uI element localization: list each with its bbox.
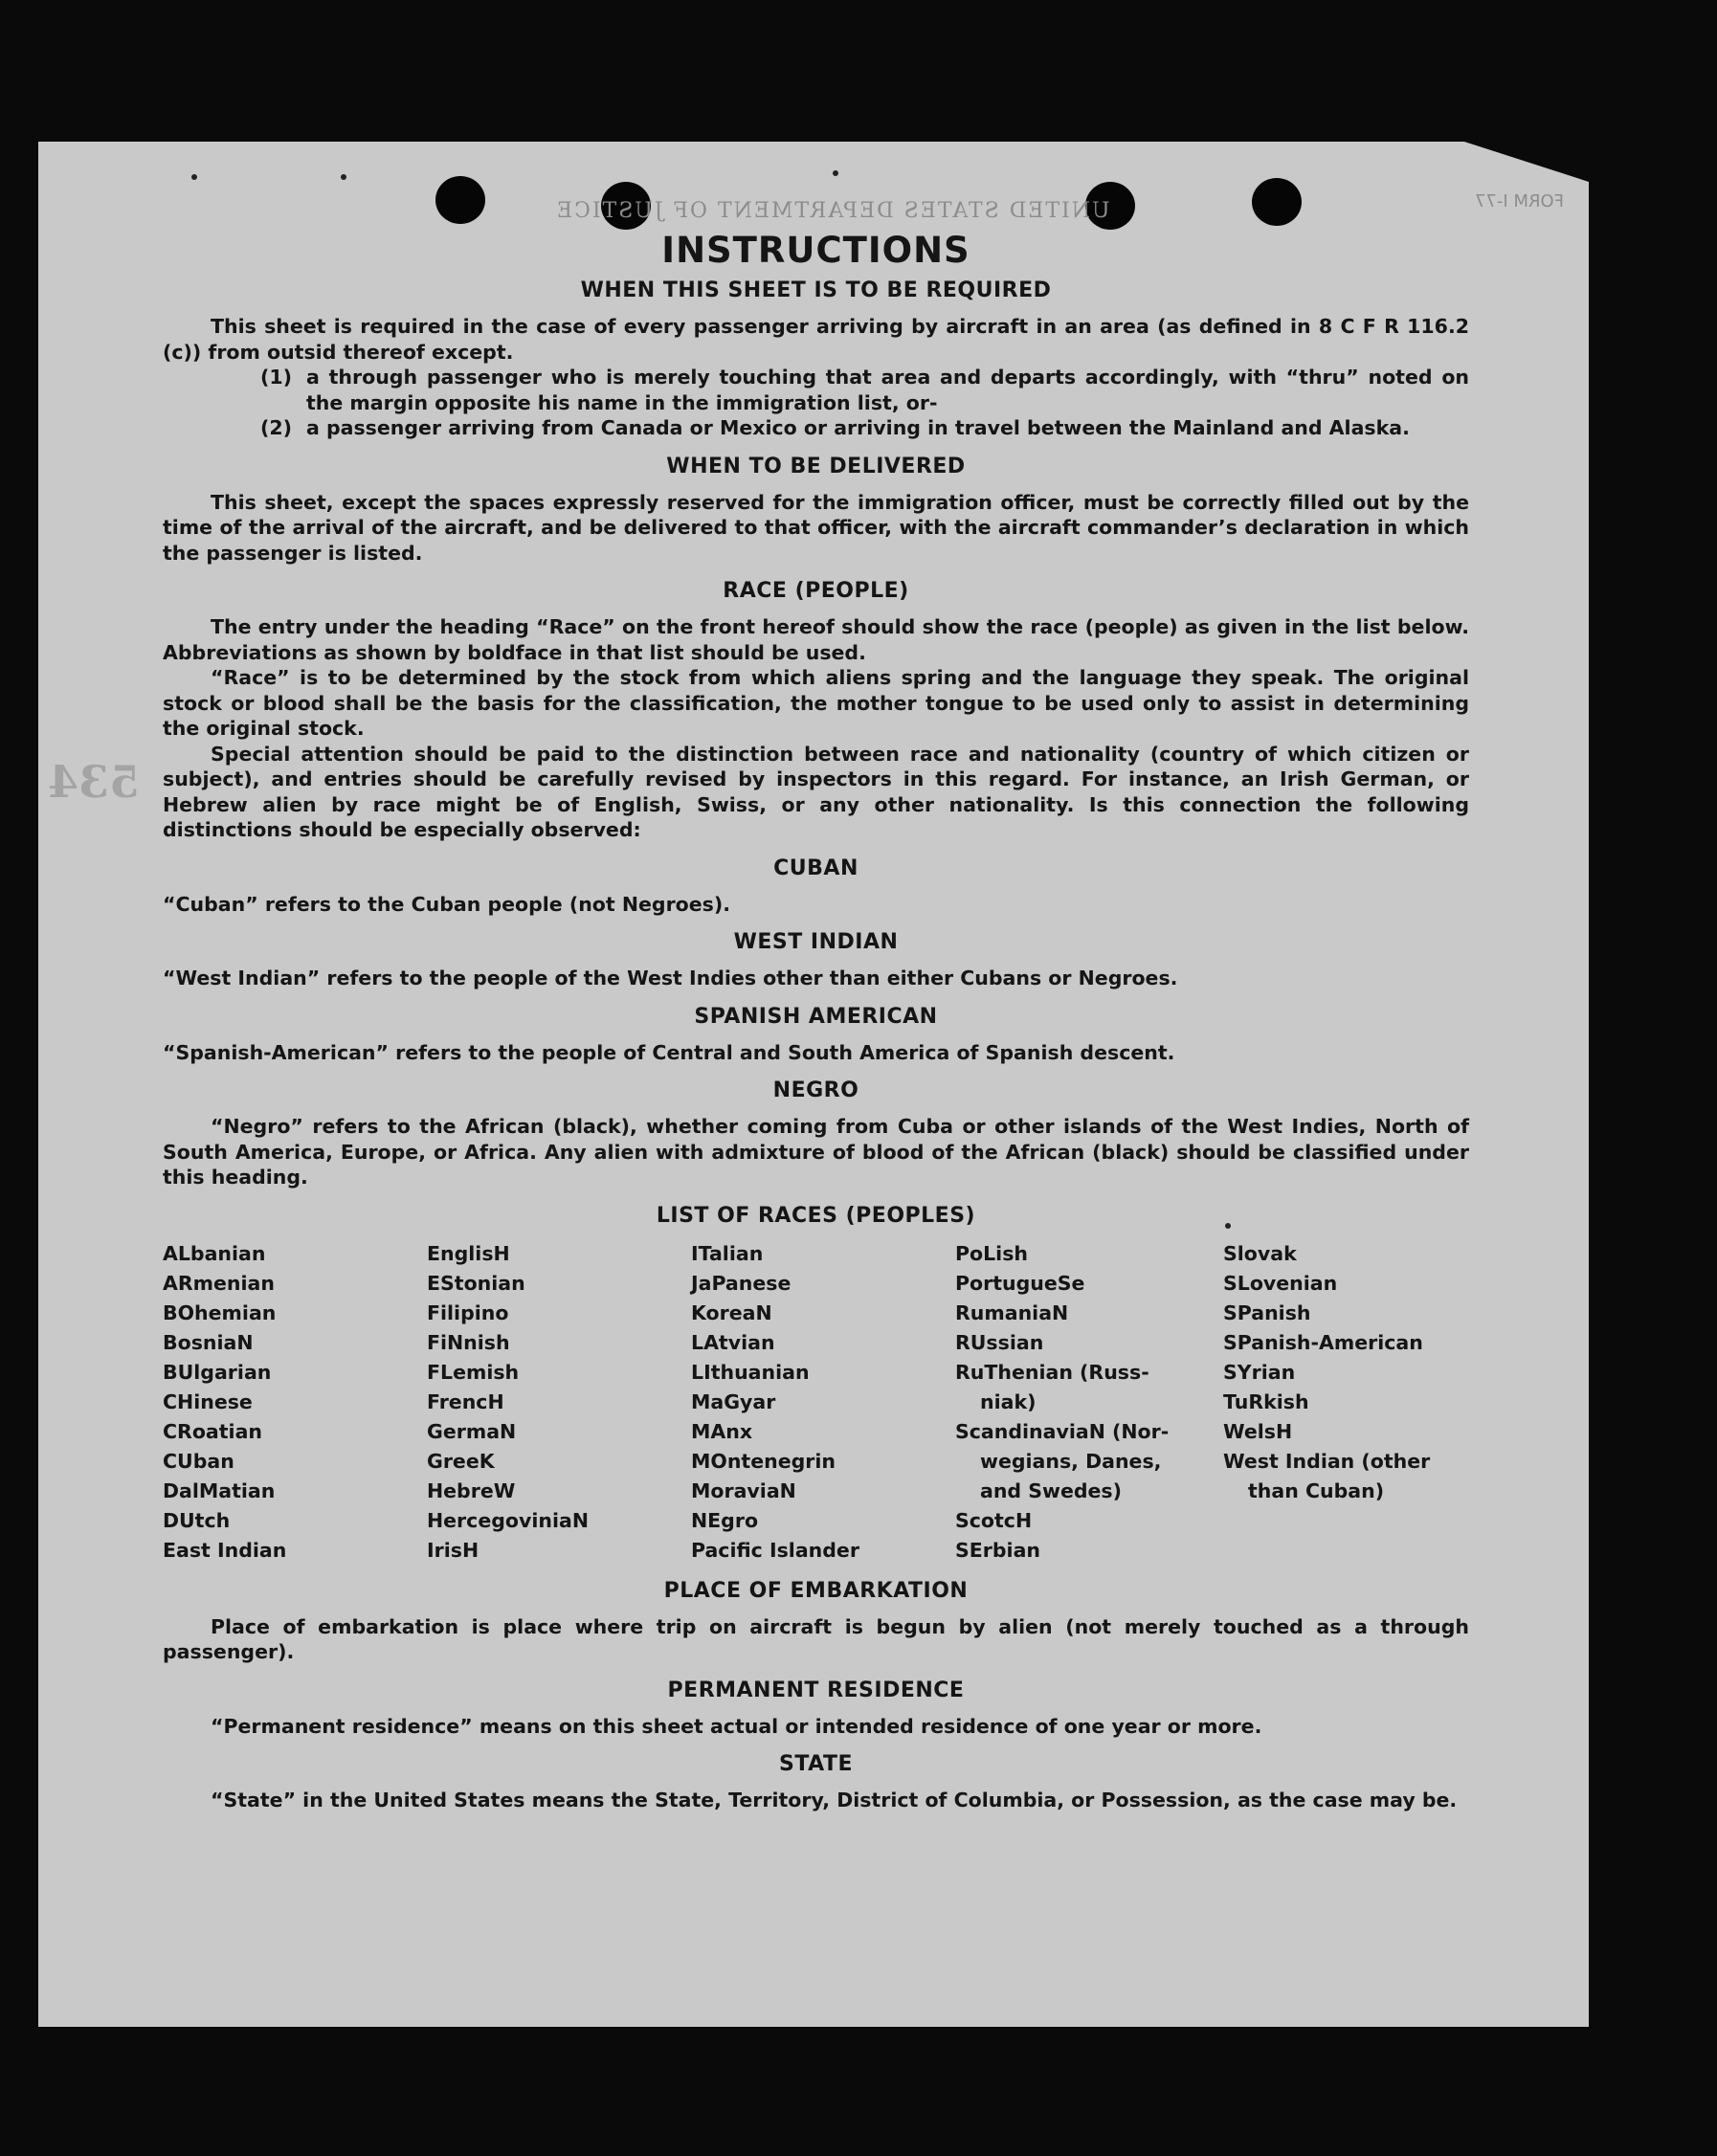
race-entry: TuRkish — [1223, 1389, 1309, 1413]
race-entry: FLemish — [427, 1360, 520, 1384]
state-text: “State” in the United States means the State, Territory, District of Columbia, or Possession, as the case may be. — [211, 1789, 1458, 1811]
race-entry: and Swedes) — [980, 1478, 1122, 1502]
race-entry: BOhemian — [163, 1300, 277, 1324]
race-entry: Pacific Islander — [691, 1538, 859, 1562]
race-entry: MAnx — [691, 1419, 753, 1443]
exception-text: a through passenger who is merely touching that area and departs accordingly, with “thru” noted on the margin opposite his name in the immigration list, or- — [306, 366, 1469, 414]
race-entry: Slovak — [1223, 1241, 1297, 1265]
race-entry: RuThenian (Russ- — [955, 1360, 1149, 1384]
race-entry: ALbanian — [163, 1241, 266, 1265]
race-entry: wegians, Danes, — [980, 1449, 1162, 1473]
spanish-american-text: “Spanish-American” refers to the people of Central and South America of Spanish descent. — [163, 1040, 1175, 1064]
race-entry: BUlgarian — [163, 1360, 272, 1384]
race-entry: EnglisH — [427, 1241, 510, 1265]
race-entry: IrisH — [427, 1538, 479, 1562]
race-column — [163, 1239, 427, 1566]
section-heading-negro: NEGRO — [772, 1078, 859, 1102]
race-entry: DUtch — [163, 1508, 231, 1532]
section-heading-required: WHEN THIS SHEET IS TO BE REQUIRED — [580, 278, 1052, 302]
race-entry: niak) — [980, 1389, 1037, 1413]
bleed-through-number: 534 — [48, 756, 141, 808]
race-entry: GreeK — [427, 1449, 495, 1473]
race-entry: than Cuban) — [1248, 1478, 1385, 1502]
race-entry: SErbian — [955, 1538, 1041, 1562]
race-entry: FiNnish — [427, 1330, 510, 1354]
race-column — [427, 1239, 691, 1566]
race-entry: SPanish — [1223, 1300, 1311, 1324]
race-entry: MoraviaN — [691, 1478, 796, 1502]
race-entry: KoreaN — [691, 1300, 772, 1324]
race-entry: RumaniaN — [955, 1300, 1069, 1324]
race-paragraph: “Race” is to be determined by the stock from which aliens spring and the language they speak. The original stock or blood shall be the basis for the classification, the mother tongue to be used only to assist in determining the original stock. — [163, 666, 1469, 740]
race-entry: LIthuanian — [691, 1360, 810, 1384]
race-entry: MaGyar — [691, 1389, 776, 1413]
instructions-content — [163, 230, 1469, 1813]
punch-hole — [435, 176, 485, 224]
race-entry: Filipino — [427, 1300, 509, 1324]
race-entry: CHinese — [163, 1389, 253, 1413]
cuban-text: “Cuban” refers to the Cuban people (not Negroes). — [163, 892, 731, 916]
race-entry: East Indian — [163, 1538, 287, 1562]
bleed-through-header: UNITED STATES DEPARTMENT OF JUSTICE — [555, 199, 1110, 223]
race-paragraph: The entry under the heading “Race” on the front hereof should show the race (people) as given in the list below. Abbreviations as shown by boldface in that list should be used. — [163, 615, 1469, 664]
race-entry: ITalian — [691, 1241, 764, 1265]
embarkation-text: Place of embarkation is place where trip on aircraft is begun by alien (not merely touched as a through passenger). — [163, 1614, 1469, 1663]
race-entry: HercegoviniaN — [427, 1508, 589, 1532]
race-column — [955, 1239, 1223, 1566]
race-entry: SLovenian — [1223, 1271, 1338, 1295]
race-entry: HebreW — [427, 1478, 516, 1502]
race-entry: PoLish — [955, 1241, 1028, 1265]
exception-item — [260, 365, 1469, 415]
race-entry: JaPanese — [691, 1271, 792, 1295]
west-indian-text: “West Indian” refers to the people of the West Indies other than either Cubans or Negroes. — [163, 967, 1178, 989]
race-entry: SPanish-American — [1223, 1330, 1423, 1354]
race-entry: ARmenian — [163, 1271, 275, 1295]
race-entry: WelsH — [1223, 1419, 1293, 1443]
race-entry: West Indian (other — [1223, 1449, 1431, 1473]
race-column — [691, 1239, 955, 1566]
race-entry: DalMatian — [163, 1478, 276, 1502]
document-title: INSTRUCTIONS — [661, 230, 970, 271]
section-heading-embarkation: PLACE OF EMBARKATION — [663, 1578, 969, 1603]
section-heading-race: RACE (PEOPLE) — [723, 579, 909, 603]
race-entry: CRoatian — [163, 1419, 263, 1443]
exception-number: (1) — [260, 366, 293, 389]
race-entry: NEgro — [691, 1508, 759, 1532]
race-entry: BosniaN — [163, 1330, 254, 1354]
speck — [833, 170, 838, 176]
race-entry: LAtvian — [691, 1330, 775, 1354]
section-heading-west-indian: WEST INDIAN — [733, 930, 899, 954]
delivered-text: This sheet, except the spaces expressly reserved for the immigration officer, must be correctly filled out by the time of the arrival of the aircraft, and be delivered to that officer, with the aircraft commander’s declaration in which the passenger is listed. — [163, 490, 1469, 565]
race-paragraph: Special attention should be paid to the distinction between race and nationality (country of which citizen or subject), and entries should be carefully revised by inspectors in this regard. For instance, an Irish German, or Hebrew alien by race might be of English, Swiss, or any other nationality. Is this connection the following distinctions should be especially observed: — [163, 742, 1469, 841]
race-entry: ScotcH — [955, 1508, 1033, 1532]
race-entry: MOntenegrin — [691, 1449, 836, 1473]
punch-hole — [1252, 178, 1302, 226]
race-entry: EStonian — [427, 1271, 525, 1295]
race-entry: SYrian — [1223, 1360, 1296, 1384]
speck — [191, 174, 197, 180]
speck — [341, 174, 346, 180]
residence-text: “Permanent residence” means on this sheet actual or intended residence of one year or more. — [211, 1714, 1262, 1738]
races-list — [163, 1239, 1469, 1566]
section-heading-residence: PERMANENT RESIDENCE — [667, 1678, 965, 1702]
negro-text: “Negro” refers to the African (black), whether coming from Cuba or other islands of the West Indies, North of South America, Europe, or Africa. Any alien with admixture of blood of the African (black) should be classified under this heading. — [163, 1115, 1469, 1189]
race-entry: RUssian — [955, 1330, 1044, 1354]
required-intro: This sheet is required in the case of every passenger arriving by aircraft in an area (as defined in 8 C F R 116.2 (c)) from outsid thereof except. — [163, 315, 1469, 364]
race-column — [1223, 1239, 1469, 1566]
race-entry: CUban — [163, 1449, 234, 1473]
exception-item — [260, 415, 1469, 441]
bleed-through-form-number: FORM I-77 — [1475, 191, 1564, 211]
section-heading-cuban: CUBAN — [773, 856, 858, 880]
section-heading-spanish-american: SPANISH AMERICAN — [694, 1004, 938, 1029]
race-entry: PortugueSe — [955, 1271, 1085, 1295]
exception-number: (2) — [260, 416, 293, 439]
race-entry: FrencH — [427, 1389, 504, 1413]
race-entry: GermaN — [427, 1419, 517, 1443]
exception-text: a passenger arriving from Canada or Mexico or arriving in travel between the Mainland and Alaska. — [306, 416, 1410, 439]
section-heading-list-of-races: LIST OF RACES (PEOPLES) — [656, 1203, 976, 1228]
race-entry: ScandinaviaN (Nor- — [955, 1419, 1170, 1443]
section-heading-delivered: WHEN TO BE DELIVERED — [666, 454, 966, 478]
section-heading-state: STATE — [779, 1752, 853, 1776]
